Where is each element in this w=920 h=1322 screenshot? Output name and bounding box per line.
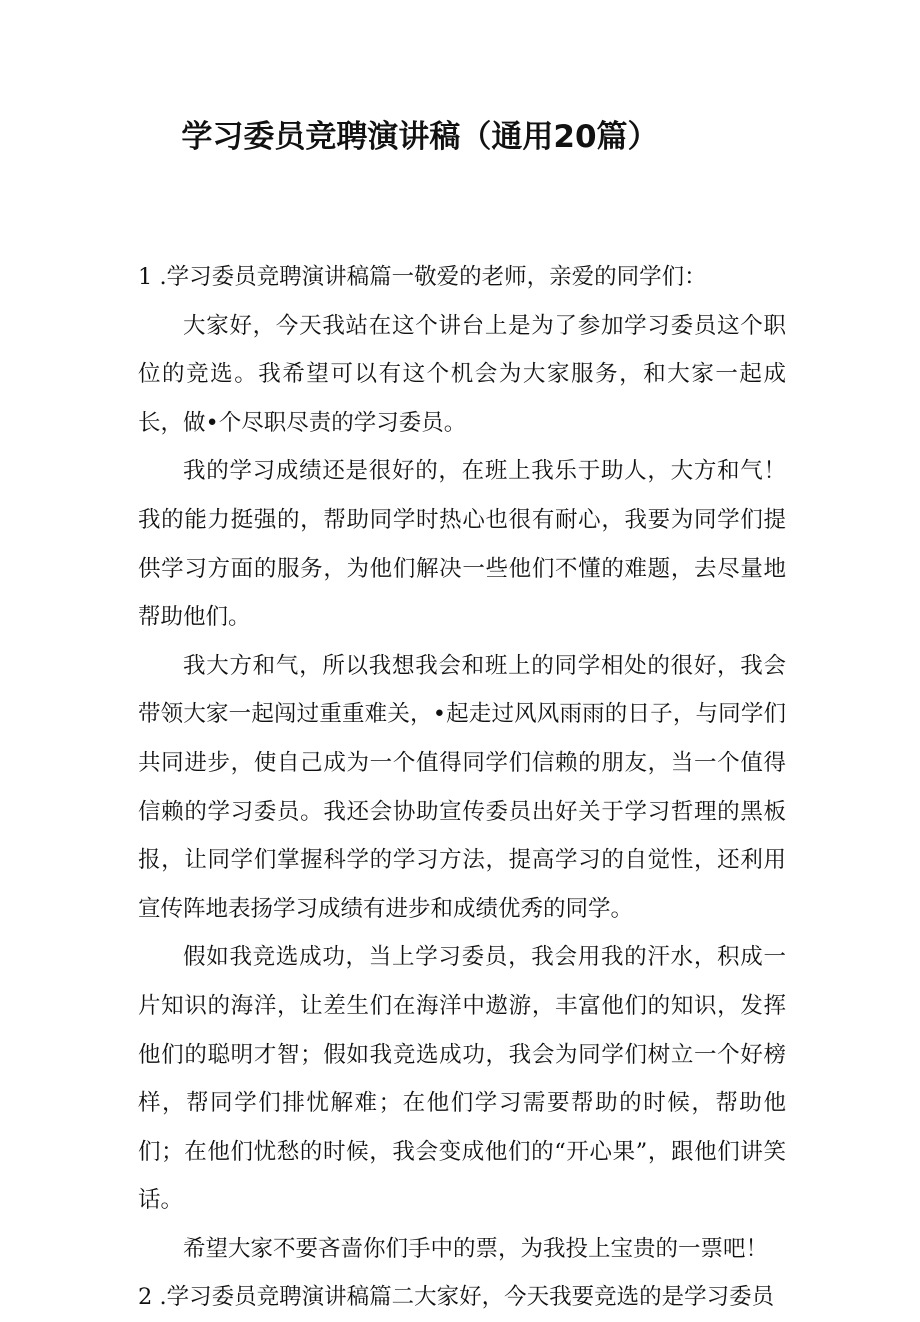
section-heading-2: 2 .学习委员竞聘演讲稿篇二大家好，今天我要竞选的是学习委员: [138, 1284, 775, 1311]
paragraph: 假如我竞选成功，当上学习委员，我会用我的汗水，积成一片知识的海洋，让差生们在海洋中遨游，丰富他们的知识，发挥他们的聪明才智；假如我竞选成功，我会为同学们树立一个好榜样，帮同学们排忧解难；在他们学习需要帮助的时候，帮助他们；在他们忧愁的时候，我会变成他们的“开心果”，跟他们讲笑话。: [138, 944, 786, 1214]
paragraph: 我大方和气，所以我想我会和班上的同学相处的很好，我会带领大家一起闯过重重难关，•起走过风风雨雨的日子，与同学们共同进步，使自己成为一个值得同学们信赖的朋友，当一个值得信赖的学习委员。我还会协助宣传委员出好关于学习哲理的黑板报，让同学们掌握科学的学习方法，提高学习的自觉性，还利用宣传阵地表扬学习成绩有进步和成绩优秀的同学。: [138, 652, 786, 922]
paragraph: 希望大家不要吝啬你们手中的票，为我投上宝贵的一票吧！: [183, 1235, 769, 1262]
paragraph: 我的学习成绩还是很好的，在班上我乐于助人，大方和气！我的能力挺强的，帮助同学时热心也很有耐心，我要为同学们提供学习方面的服务，为他们解决一些他们不懂的难题，去尽量地帮助他们。: [138, 458, 786, 631]
section-heading-1: 1 .学习委员竞聘演讲稿篇一敬爱的老师，亲爱的同学们：: [138, 264, 707, 290]
paragraph: 大家好，今天我站在这个讲台上是为了参加学习委员这个职位的竞选。我希望可以有这个机会为大家服务，和大家一起成长，做•个尽职尽责的学习委员。: [138, 312, 786, 436]
document-title: 学习委员竞聘演讲稿（通用20篇）: [181, 119, 659, 155]
document-body: [138, 253, 786, 1322]
